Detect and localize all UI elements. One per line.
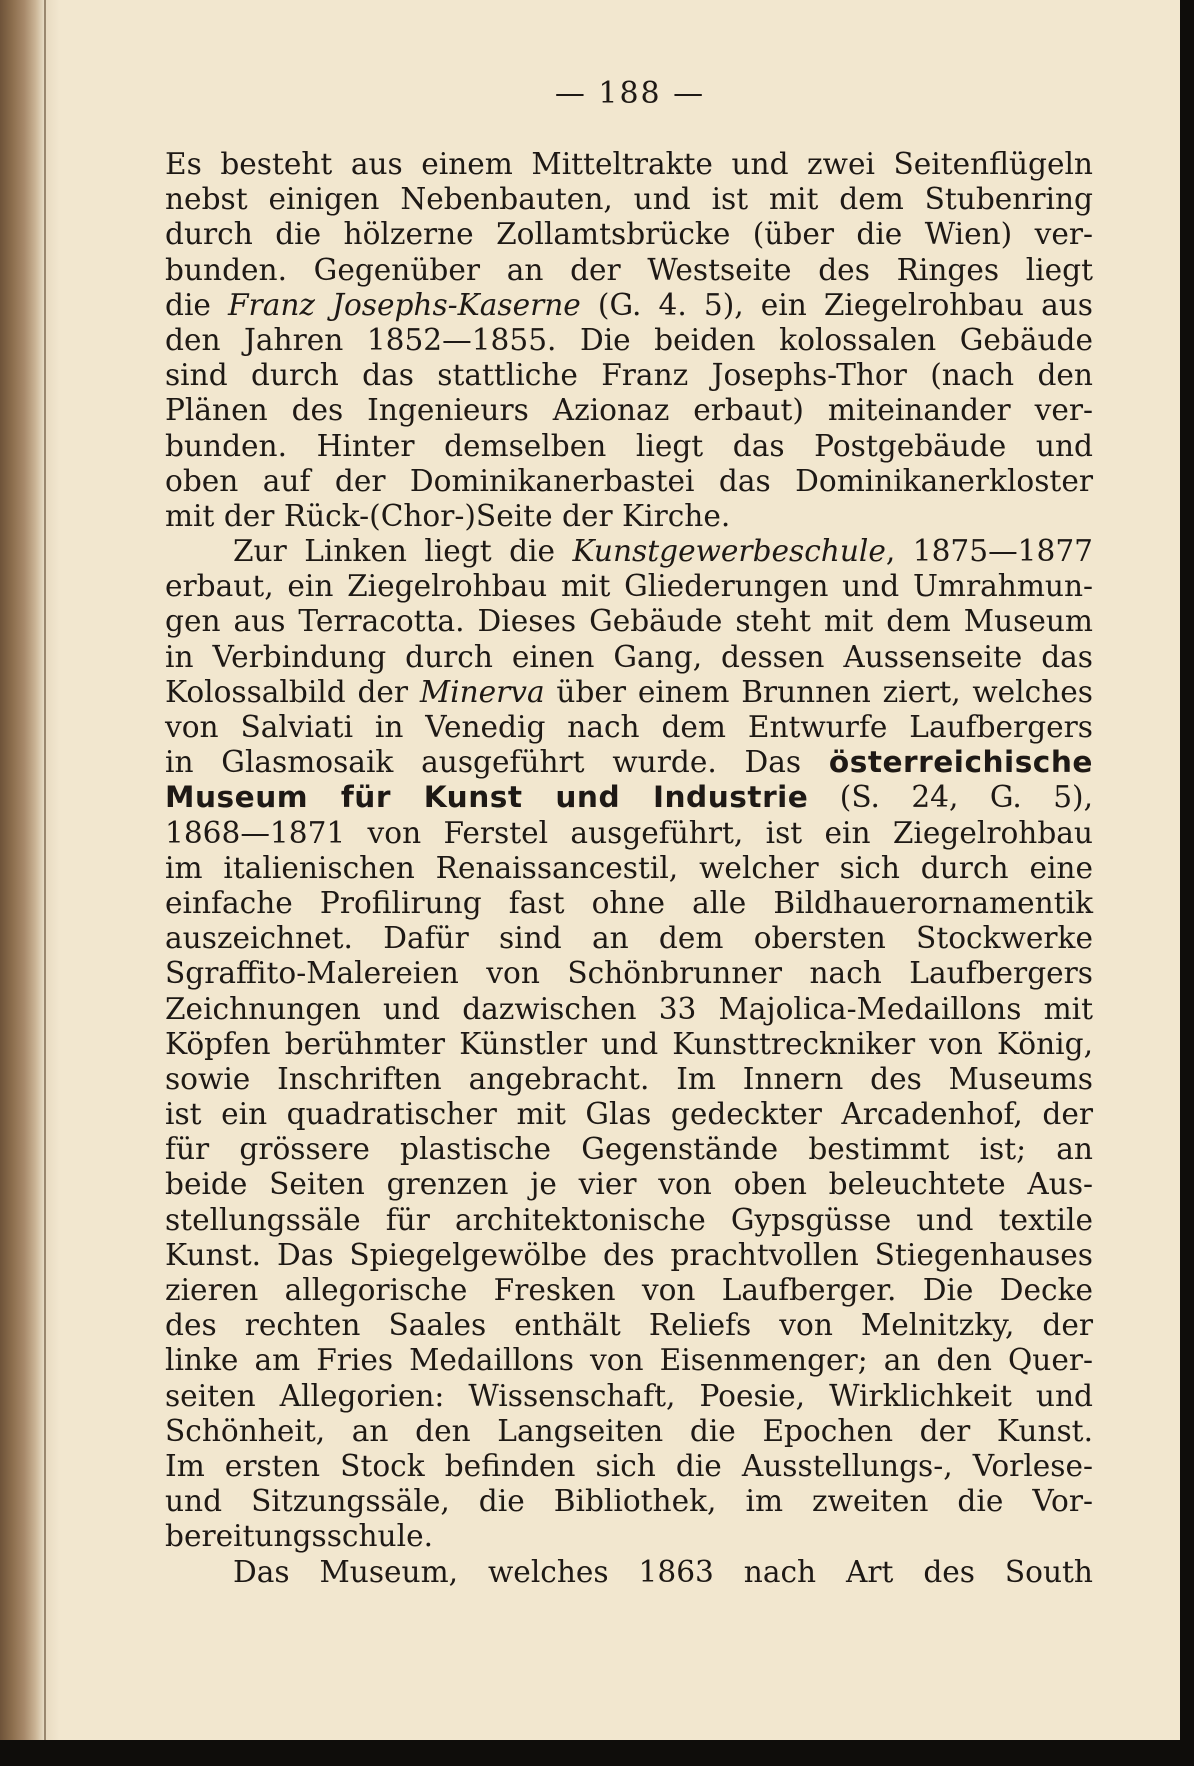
text-line-39: und Sitzungssäle, die Bibliothek, im zweiten die Vor- [165,1484,1093,1519]
text-line-28: ist ein quadratischer mit Glas gedeckter Arcadenhof, der [165,1097,1093,1132]
text-line-19: Museum für Kunst und Industrie (S. 24, G. 5), [165,780,1093,815]
text-line-12: Zur Linken liegt die Kunstgewerbeschule, 1875—1877 [233,534,1093,569]
text-line-16: Kolossalbild der Minerva über einem Brunnen ziert, welches [165,674,1093,709]
text-line-2: nebst einigen Nebenbauten, und ist mit dem Stubenring [165,182,1093,217]
text-line-32: Kunst. Das Spiegelgewölbe des prachtvollen Stiegenhauses [165,1237,1093,1272]
text-line-41: Das Museum, welches 1863 nach Art des South [233,1554,1093,1589]
text-line-18: in Glasmosaik ausgeführt wurde. Das österreichische [165,745,1093,780]
text-line-27: sowie Inschriften angebracht. Im Innern des Museums [165,1061,1093,1096]
scan-bottom-border [0,1740,1194,1766]
scan-right-border [1180,0,1194,1766]
text-line-35: linke am Fries Medaillons von Eisenmenger; an den Quer- [165,1343,1093,1378]
text-line-36: seiten Allegorien: Wissenschaft, Poesie, Wirklichkeit und [165,1378,1093,1413]
text-line-15: in Verbindung durch einen Gang, dessen Aussenseite das [165,639,1093,674]
minerva-emphasis: Minerva [419,674,545,709]
text-line-7: sind durch das stattliche Franz Josephs-Thor (nach den [165,358,1093,393]
kunstgewerbeschule-emphasis: Kunstgewerbeschule [572,534,886,569]
book-gutter [0,0,44,1740]
text-line-34: des rechten Saales enthält Reliefs von Melnitzky, der [165,1308,1093,1343]
text-line-31: stellungssäle für architektonische Gypsgüsse und textile [165,1202,1093,1237]
text-line-17: von Salviati in Venedig nach dem Entwurfe Laufbergers [165,710,1093,744]
museum-title-bold-1: österreichische [828,745,1093,780]
text-line-29: für grössere plastische Gegenstände bestimmt ist; an [165,1132,1093,1167]
page-number: — 188 — [554,76,706,111]
text-line-3: durch die hölzerne Zollamtsbrücke (über die Wien) ver- [165,217,1093,252]
text-line-26: Köpfen berühmter Künstler und Kunsttreckniker von König, [165,1026,1093,1061]
body-text [165,147,1093,1590]
gutter-fold-line [44,0,46,1740]
franz-josephs-kaserne-emphasis: Franz Josephs-Kaserne [228,287,581,322]
text-line-11: mit der Rück-(Chor-)Seite der Kirche. [165,498,731,533]
text-line-38: Im ersten Stock befinden sich die Ausstellungs-, Vorlese- [165,1448,1093,1483]
text-line-24: Sgraffito-Malereien von Schönbrunner nach Laufbergers [165,956,1093,991]
text-line-22: einfache Profilirung fast ohne alle Bildhauerornamentik [165,885,1093,920]
text-line-14: gen aus Terracotta. Dieses Gebäude steht mit dem Museum [165,604,1093,639]
text-line-6: den Jahren 1852—1855. Die beiden kolossalen Gebäude [165,322,1093,357]
text-line-13: erbaut, ein Ziegelrohbau mit Gliederungen und Umrahmun- [165,569,1093,604]
text-line-33: zieren allegorische Fresken von Laufberger. Die Decke [165,1273,1093,1307]
text-line-1: Es besteht aus einem Mitteltrakte und zwei Seitenflügeln [165,147,1093,181]
text-line-23: auszeichnet. Dafür sind an dem obersten Stockwerke [165,921,1093,956]
museum-title-bold-2: Museum für Kunst und Industrie [165,780,809,815]
text-line-21: im italienischen Renaissancestil, welcher sich durch eine [165,850,1093,885]
text-line-25: Zeichnungen und dazwischen 33 Majolica-Medaillons mit [165,991,1093,1026]
text-line-10: oben auf der Dominikanerbastei das Dominikanerkloster [165,463,1093,498]
text-line-9: bunden. Hinter demselben liegt das Postgebäude und [165,428,1093,463]
text-line-8: Plänen des Ingenieurs Azionaz erbaut) miteinander ver- [165,393,1093,428]
text-line-4: bunden. Gegenüber an der Westseite des Ringes liegt [165,252,1093,287]
text-line-37: Schönheit, an den Langseiten die Epochen der Kunst. [165,1413,1093,1448]
text-line-5: die Franz Josephs-Kaserne (G. 4. 5), ein Ziegelrohbau aus [165,287,1093,322]
text-line-20: 1868—1871 von Ferstel ausgeführt, ist ein Ziegelrohbau [165,815,1093,850]
text-line-40: bereitungsschule. [165,1519,433,1554]
text-line-30: beide Seiten grenzen je vier von oben beleuchtete Aus- [165,1167,1093,1202]
